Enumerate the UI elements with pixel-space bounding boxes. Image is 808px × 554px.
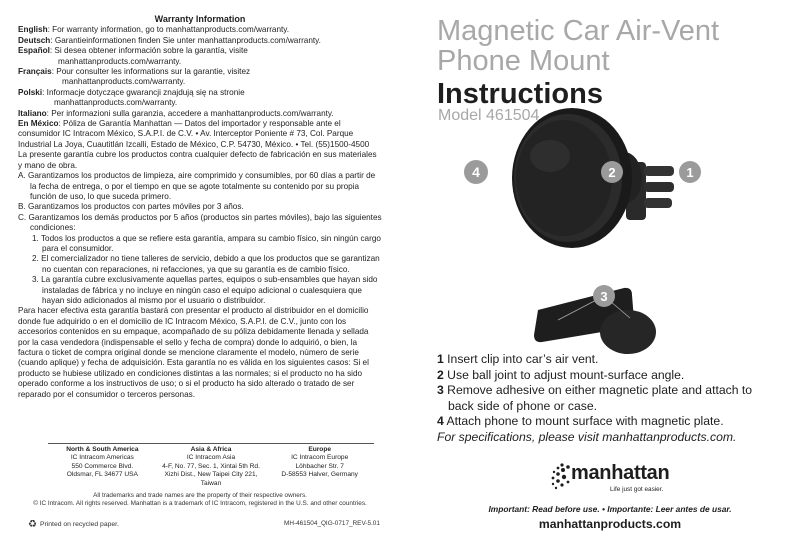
step-1: 1 Insert clip into car’s air vent. [437,352,599,366]
instruction-steps [437,352,797,445]
important-notice: Important: Read before use. • Importante: Leer antes de usar. [488,504,732,514]
trademark-notice: All trademarks and trade names are the property of their respective owners. © IC Intracom. All rights reserved. Manhattan is a trademark of IC Intracom, registered in the U.S. and other countries. [33,492,367,507]
callout-1 [679,161,701,183]
warranty-italiano: Italiano: Per informazioni sulla garanzia, accedere a manhattanproducts.com/warranty. [18,108,334,118]
warranty-section [18,14,382,400]
title-line-2: Phone Mount [437,45,610,77]
warranty-condition-3: 3. La garantía cubre exclusivamente aquellas partes, equipos o sub-ensambles que hayan sido instaladas de fábrica y no incluye en ningún caso el equipo adicional o cualesquiera que hayan sido adicionados al mismo por el usuario o distribuidor. [32,275,378,305]
warranty-paragraph-2: Para hacer efectiva esta garantía bastará con presentar el producto al distribuidor en el domicilio donde fue adquirido o en el domicilio de IC Intracom México, S.A.P.I. de C.V., junto con los accesorios contenidos en su empaque, acompañado de su póliza debidamente llenada y sellada por la casa vendedora (indispensable el sello y fecha de compra) donde lo adquirió, o bien, la factura o ticket de compra original donde se mencione claramente el modelo, número de serie (cuando aplique) y fecha de adquisición. Esta garantía no es válida en los siguientes casos: Si el producto se hubiese utilizado en condiciones distintas a las normales; si el producto no ha sido operado conforme a los instructivos de uso; o si el producto ha sido alterado o tratado de ser reparado por el consumidor o terceros personas. [18,306,369,399]
product-illustration [472,120,698,355]
warranty-espanol-url: manhattanproducts.com/warranty. [58,56,182,66]
warranty-polski: Polski: Informacje dotyczące gwarancji znajdują się na stronie [18,87,245,97]
svg-text:3: 3 [600,289,608,304]
warranty-clause-b: B. Garantizamos los productos con partes móviles por 3 años. [18,202,244,212]
step-3: 3 Remove adhesive on either magnetic plate and attach to [437,383,753,397]
model-number: Model 461504 [438,107,540,124]
svg-text:4: 4 [472,164,480,180]
svg-text:1: 1 [686,165,694,180]
warranty-francais: Français: Pour consulter les informations sur la garantie, visitez [18,67,251,77]
warranty-paragraph-1: La presente garantía cubre los productos contra cualquier defecto de fabricación en sus materiales y mano de obra. [18,150,377,170]
warranty-deutsch: Deutsch: Garantieinformationen finden Sie unter manhattanproducts.com/warranty. [18,35,321,45]
warranty-english: English: For warranty information, go to manhattanproducts.com/warranty. [18,25,290,35]
callout-2 [601,161,623,183]
title-instructions: Instructions [437,78,603,110]
address-europe: Europe IC Intracom Europe Löhbacher Str. 7 D-58553 Halver, Germany [281,446,358,479]
logo-wordmark: manhattan [571,462,670,484]
specifications-note: For specifications, please visit manhattanproducts.com. [437,429,737,444]
address-asia: Asia & Africa IC Intracom Asia 4-F, No. 77, Sec. 1, Xintai 5th Rd. Xizhi Dist., New Taipei City 221, Taiwan [162,446,260,487]
title-line-1: Magnetic Car Air-Vent [437,15,720,47]
address-table [48,443,374,488]
warranty-condition-2: 2. El comercializador no tiene talleres de servicio, debido a que los productos que se garantizan no cuentan con reparaciones, ni refacciones, ya que su garantía es de cambio físico. [32,254,380,274]
website-url: manhattanproducts.com [538,517,682,531]
part-number: MH-461504_QIG-0717_REV-5.01 [284,520,380,527]
warranty-clause-a: A. Garantizamos los productos de limpieza, aire comprimido y consumibles, por 60 días a partir de la fecha de entrega, o por el tiempo en que se agote totalmente su contenido por su propia función de uso, lo que suceda primero. [18,171,376,201]
recycle-icon: ♻ [28,519,37,530]
recycled-note: ♻ Printed on recycled paper. [28,519,119,530]
warranty-espanol: Español: Si desea obtener información sobre la garantía, visite [18,46,248,56]
step-2: 2 Use ball joint to adjust mount-surface angle. [437,367,685,382]
svg-text:2: 2 [608,165,616,180]
warranty-polski-url: manhattanproducts.com/warranty. [54,98,178,108]
callout-3 [593,285,615,307]
callout-4 [464,160,488,184]
step-4: 4 Attach phone to mount surface with magnetic plate. [437,414,724,428]
warranty-clause-c: C. Garantizamos los demás productos por 5 años (productos sin partes móviles), bajo las siguientes condiciones: [18,212,382,233]
warranty-condition-1: 1. Todos los productos a que se refiere esta garantía, ampara su cambio físico, sin ningún cargo para el consumidor. [32,233,381,253]
warranty-mexico: En México: Póliza de Garantía Manhattan — Datos del importador y responsable ante el consumidor IC Intracom México, S.A.P.I. de C.V. • Av. Interceptor Poniente # 73, Col. Parque Industrial La Joya, Cuautitlán Izcalli, Estado de México, C.P. 54730, México. • Tel. (55)1500-4500 [18,119,370,149]
step-3-continued: back side of phone or case. [448,398,598,413]
warranty-title: Warranty Information [154,14,246,24]
logo-tagline: Life just got easier. [610,486,664,493]
address-americas: North & South America IC Intracom Americas 550 Commerce Blvd. Oldsmar, FL 34677 USA [66,446,139,479]
warranty-francais-url: manhattanproducts.com/warranty. [62,77,186,87]
